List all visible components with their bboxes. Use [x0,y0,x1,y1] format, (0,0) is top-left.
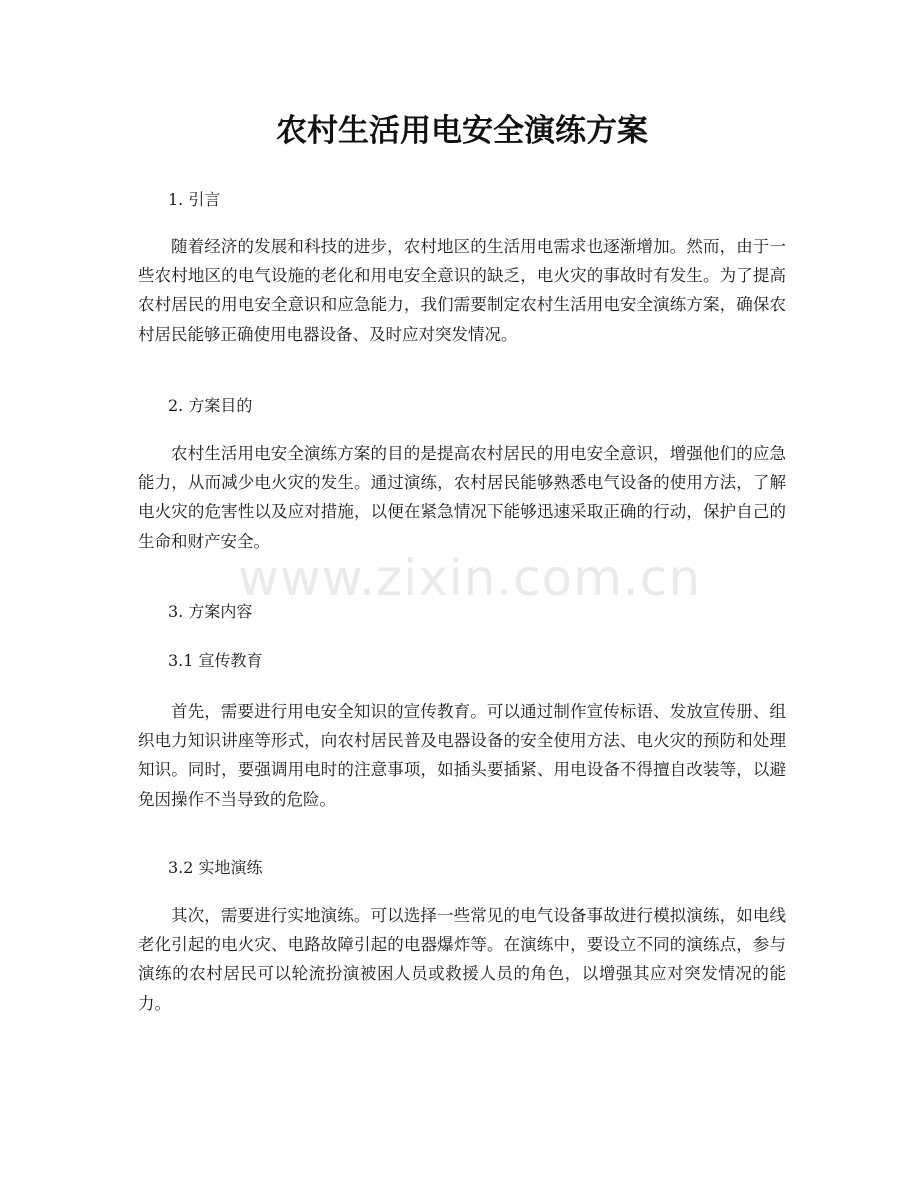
paragraph-publicity: 首先，需要进行用电安全知识的宣传教育。可以通过制作宣传标语、发放宣传册、组织电力知识讲座等形式，向农村居民普及电器设备的安全使用方法、电火灾的预防和处理知识。同时，要强调用电时的注意事项，如插头要插紧、用电设备不得擅自改装等，以避免因操作不当导致的危险。 [138,702,786,809]
subsection-heading-publicity: 3.1 宣传教育 [168,651,263,670]
paragraph-introduction: 随着经济的发展和科技的进步，农村地区的生活用电需求也逐渐增加。然而，由于一些农村地区的电气设施的老化和用电安全意识的缺乏，电火灾的事故时有发生。为了提高农村居民的用电安全意识和应急能力，我们需要制定农村生活用电安全演练方案，确保农村居民能够正确使用电器设备、及时应对突发情况。 [138,237,786,344]
section-heading-introduction: 1. 引言 [168,190,221,209]
section-heading-content: 3. 方案内容 [168,602,253,621]
document-title: 农村生活用电安全演练方案 [276,113,648,149]
subsection-heading-drill: 3.2 实地演练 [168,858,263,877]
section-heading-purpose: 2. 方案目的 [168,396,253,415]
watermark-text: www.zixin.com.cn [238,549,702,607]
paragraph-drill: 其次，需要进行实地演练。可以选择一些常见的电气设备事故进行模拟演练，如电线老化引起的电火灾、电路故障引起的电器爆炸等。在演练中，要设立不同的演练点，参与演练的农村居民可以轮流扮演被困人员或救援人员的角色，以增强其应对突发情况的能力。 [138,906,786,1013]
paragraph-purpose: 农村生活用电安全演练方案的目的是提高农村居民的用电安全意识，增强他们的应急能力，从而减少电火灾的发生。通过演练，农村居民能够熟悉电气设备的使用方法，了解电火灾的危害性以及应对措施，以便在紧急情况下能够迅速采取正确的行动，保护自己的生命和财产安全。 [138,444,786,551]
